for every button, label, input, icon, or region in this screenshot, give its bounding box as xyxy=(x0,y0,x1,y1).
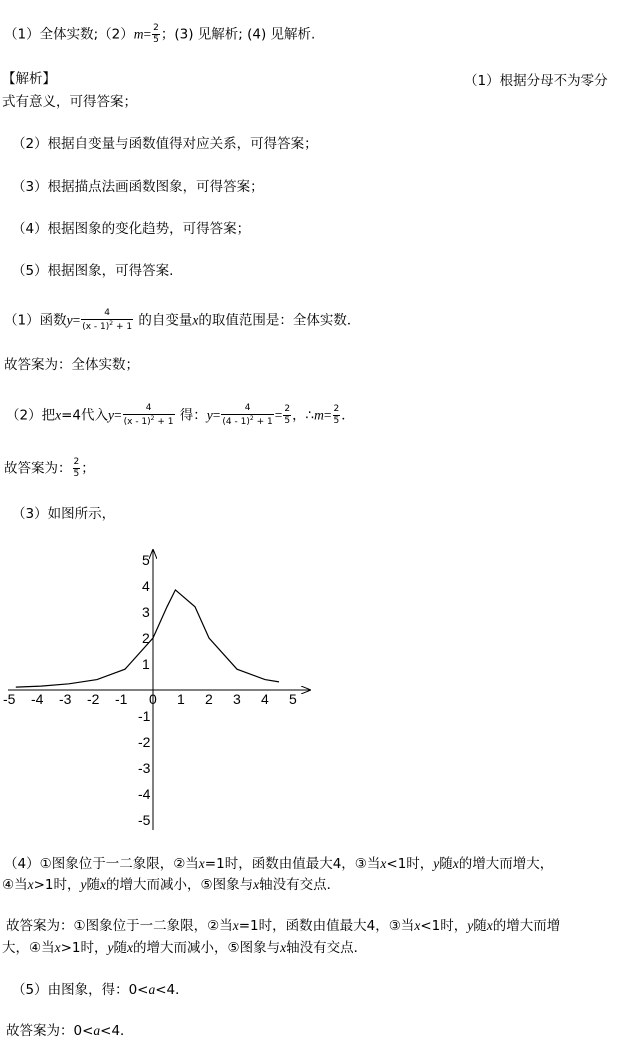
equals: = xyxy=(143,26,152,42)
y-tick-label: -1 xyxy=(138,708,151,724)
step-2: （2）根据自变量与函数值得对应关系，可得答案； xyxy=(12,136,318,152)
text: 故答案为：0< xyxy=(6,1023,94,1039)
y-tick-label: 2 xyxy=(142,630,150,646)
var-x: x xyxy=(54,940,61,955)
step-3: （3）根据描点法画函数图象，可得答案； xyxy=(12,179,264,195)
text: >1时， xyxy=(33,877,81,893)
text: 故答案为：①图象位于一二象限，②当 xyxy=(6,918,233,934)
text: ，∴ xyxy=(292,407,315,424)
var-m: m xyxy=(133,26,144,42)
text: 的自变量 xyxy=(138,312,193,329)
var-x: x xyxy=(380,856,387,871)
var-y: y xyxy=(66,312,73,328)
var-x: x xyxy=(127,940,134,955)
frac-num: 4 xyxy=(145,403,152,413)
var-y: y xyxy=(206,407,213,423)
var-x: x xyxy=(253,877,260,892)
frac-den: 5 xyxy=(73,469,80,479)
text: （5）由图象，得：0< xyxy=(12,982,149,998)
den-exp: 2 xyxy=(249,415,254,422)
text: <1时， xyxy=(386,856,434,872)
frac-num: 4 xyxy=(104,308,111,318)
text: 故答案为： xyxy=(4,460,72,477)
x-tick-label: -3 xyxy=(59,691,72,707)
frac-num: 4 xyxy=(244,403,251,413)
var-x: x xyxy=(414,918,421,933)
frac-num: 2 xyxy=(333,404,340,414)
answer-text: （1）全体实数;（2） xyxy=(4,26,134,43)
answer-4-line-1 xyxy=(6,917,560,935)
step-5: （5）根据图象，可得答案. xyxy=(12,263,174,279)
den-base: (4 - 1) xyxy=(222,417,250,427)
var-y: y xyxy=(80,877,87,892)
fraction-result xyxy=(283,405,291,426)
frac-den xyxy=(221,414,273,427)
solution-4-line-1 xyxy=(4,855,553,873)
text: ． xyxy=(341,407,355,424)
text: 的增大而减小，⑤图象与 xyxy=(133,940,281,956)
var-y: y xyxy=(433,856,440,871)
var-a: a xyxy=(148,982,156,997)
var-x: x xyxy=(452,856,459,871)
equals: = xyxy=(114,407,122,423)
var-x: x xyxy=(280,940,287,955)
text: =4代入 xyxy=(61,407,108,424)
frac-den: 5 xyxy=(284,416,291,426)
answer-2 xyxy=(4,458,95,479)
text: 的增大而增 xyxy=(492,918,561,934)
text: （1）函数 xyxy=(4,312,67,329)
x-tick-label: -1 xyxy=(115,691,128,707)
solution-4-line-2 xyxy=(2,876,340,894)
fraction-function xyxy=(81,309,133,332)
den-tail: + 1 xyxy=(113,322,133,332)
den-exp: 2 xyxy=(150,415,155,422)
answer-1: 故答案为：全体实数； xyxy=(4,357,139,373)
x-tick-label: 5 xyxy=(289,691,297,707)
x-tick-label: -2 xyxy=(87,691,100,707)
y-tick-label: -5 xyxy=(138,812,151,828)
solution-1 xyxy=(4,309,360,332)
fraction-m xyxy=(333,405,341,426)
function-graph xyxy=(0,540,330,840)
fraction-substituted xyxy=(221,404,273,427)
equals: = xyxy=(212,407,221,423)
x-tick-label: 0 xyxy=(149,691,157,707)
x-tick-label: 4 xyxy=(261,691,269,707)
var-x: x xyxy=(55,407,62,423)
frac-den: 5 xyxy=(333,416,340,426)
frac-num: 2 xyxy=(153,23,159,33)
text: 随 xyxy=(439,856,453,872)
frac-num: 2 xyxy=(284,404,291,414)
text: 的增大而增大， xyxy=(458,856,554,872)
answer-5 xyxy=(6,1022,134,1040)
equals: = xyxy=(323,407,332,423)
text: =1时，函数由值最大4，③当 xyxy=(238,918,415,934)
x-tick-label: 3 xyxy=(233,691,241,707)
solution-3: （3）如图所示， xyxy=(12,506,116,522)
analysis-label: 【解析】 xyxy=(2,71,56,87)
var-x: x xyxy=(100,877,107,892)
text: 的取值范围是：全体实数． xyxy=(198,312,361,329)
x-tick-label: -4 xyxy=(31,691,44,707)
x-tick-labels xyxy=(3,691,297,707)
text: <1时， xyxy=(420,918,468,934)
solution-5 xyxy=(12,981,189,999)
answer-text-end: ；(3) 见解析; (4) 见解析. xyxy=(160,26,316,43)
answer-summary xyxy=(4,24,315,45)
den-base: (x - 1) xyxy=(82,322,110,332)
x-tick-label: 1 xyxy=(177,691,185,707)
fraction-m xyxy=(152,24,160,45)
text: =1时，函数由值最大4，③当 xyxy=(204,856,381,872)
fraction-answer xyxy=(73,458,81,479)
var-y: y xyxy=(108,407,114,423)
text: 随 xyxy=(113,940,128,956)
den-exp: 2 xyxy=(109,320,114,327)
text: 的增大而减小，⑤图象与 xyxy=(106,877,254,893)
analysis-right-text: （1）根据分母不为零分 xyxy=(464,73,608,89)
step-4: （4）根据图象的变化趋势，可得答案； xyxy=(12,221,251,237)
frac-den xyxy=(123,414,175,427)
text: 随 xyxy=(473,918,487,934)
text: （2）把 xyxy=(6,407,56,424)
y-tick-label: 4 xyxy=(142,578,150,594)
var-x: x xyxy=(486,918,493,933)
x-tick-label: -5 xyxy=(3,691,16,707)
y-tick-label: 3 xyxy=(142,604,150,620)
text: >1时， xyxy=(60,940,108,956)
var-y: y xyxy=(107,940,114,955)
equals: = xyxy=(274,407,283,423)
equals: = xyxy=(72,312,81,328)
y-tick-label: 1 xyxy=(142,656,150,672)
var-x: x xyxy=(198,856,205,871)
x-tick-label: 2 xyxy=(205,691,213,707)
var-x: x xyxy=(192,312,199,328)
text: 轴没有交点． xyxy=(286,940,368,956)
text: 轴没有交点． xyxy=(259,877,341,893)
frac-num: 2 xyxy=(73,457,80,467)
analysis-continuation: 式有意义，可得答案； xyxy=(2,94,137,110)
frac-den: 5 xyxy=(153,35,159,45)
y-tick-label: 5 xyxy=(142,552,150,568)
text: （4）①图象位于一二象限，②当 xyxy=(4,856,199,872)
fraction-function xyxy=(123,404,175,427)
solution-2 xyxy=(6,404,355,427)
den-tail: + 1 xyxy=(154,417,174,427)
den-base: (x - 1) xyxy=(123,417,151,427)
var-x: x xyxy=(232,918,239,933)
var-x: x xyxy=(27,877,34,892)
text: 大，④当 xyxy=(2,940,55,956)
y-tick-label: -3 xyxy=(138,760,151,776)
y-tick-label: -4 xyxy=(138,786,151,802)
text: <4． xyxy=(155,982,189,998)
text: <4． xyxy=(100,1023,134,1039)
den-tail: + 1 xyxy=(253,417,273,427)
answer-4-line-2 xyxy=(2,939,367,957)
text: ； xyxy=(81,460,95,477)
var-y: y xyxy=(467,918,474,933)
text: 得： xyxy=(179,407,207,424)
var-a: a xyxy=(93,1023,101,1038)
y-tick-label: -2 xyxy=(138,734,151,750)
text: ④当 xyxy=(2,877,28,893)
var-m: m xyxy=(314,407,324,423)
text: 随 xyxy=(86,877,101,893)
frac-den xyxy=(81,319,133,332)
